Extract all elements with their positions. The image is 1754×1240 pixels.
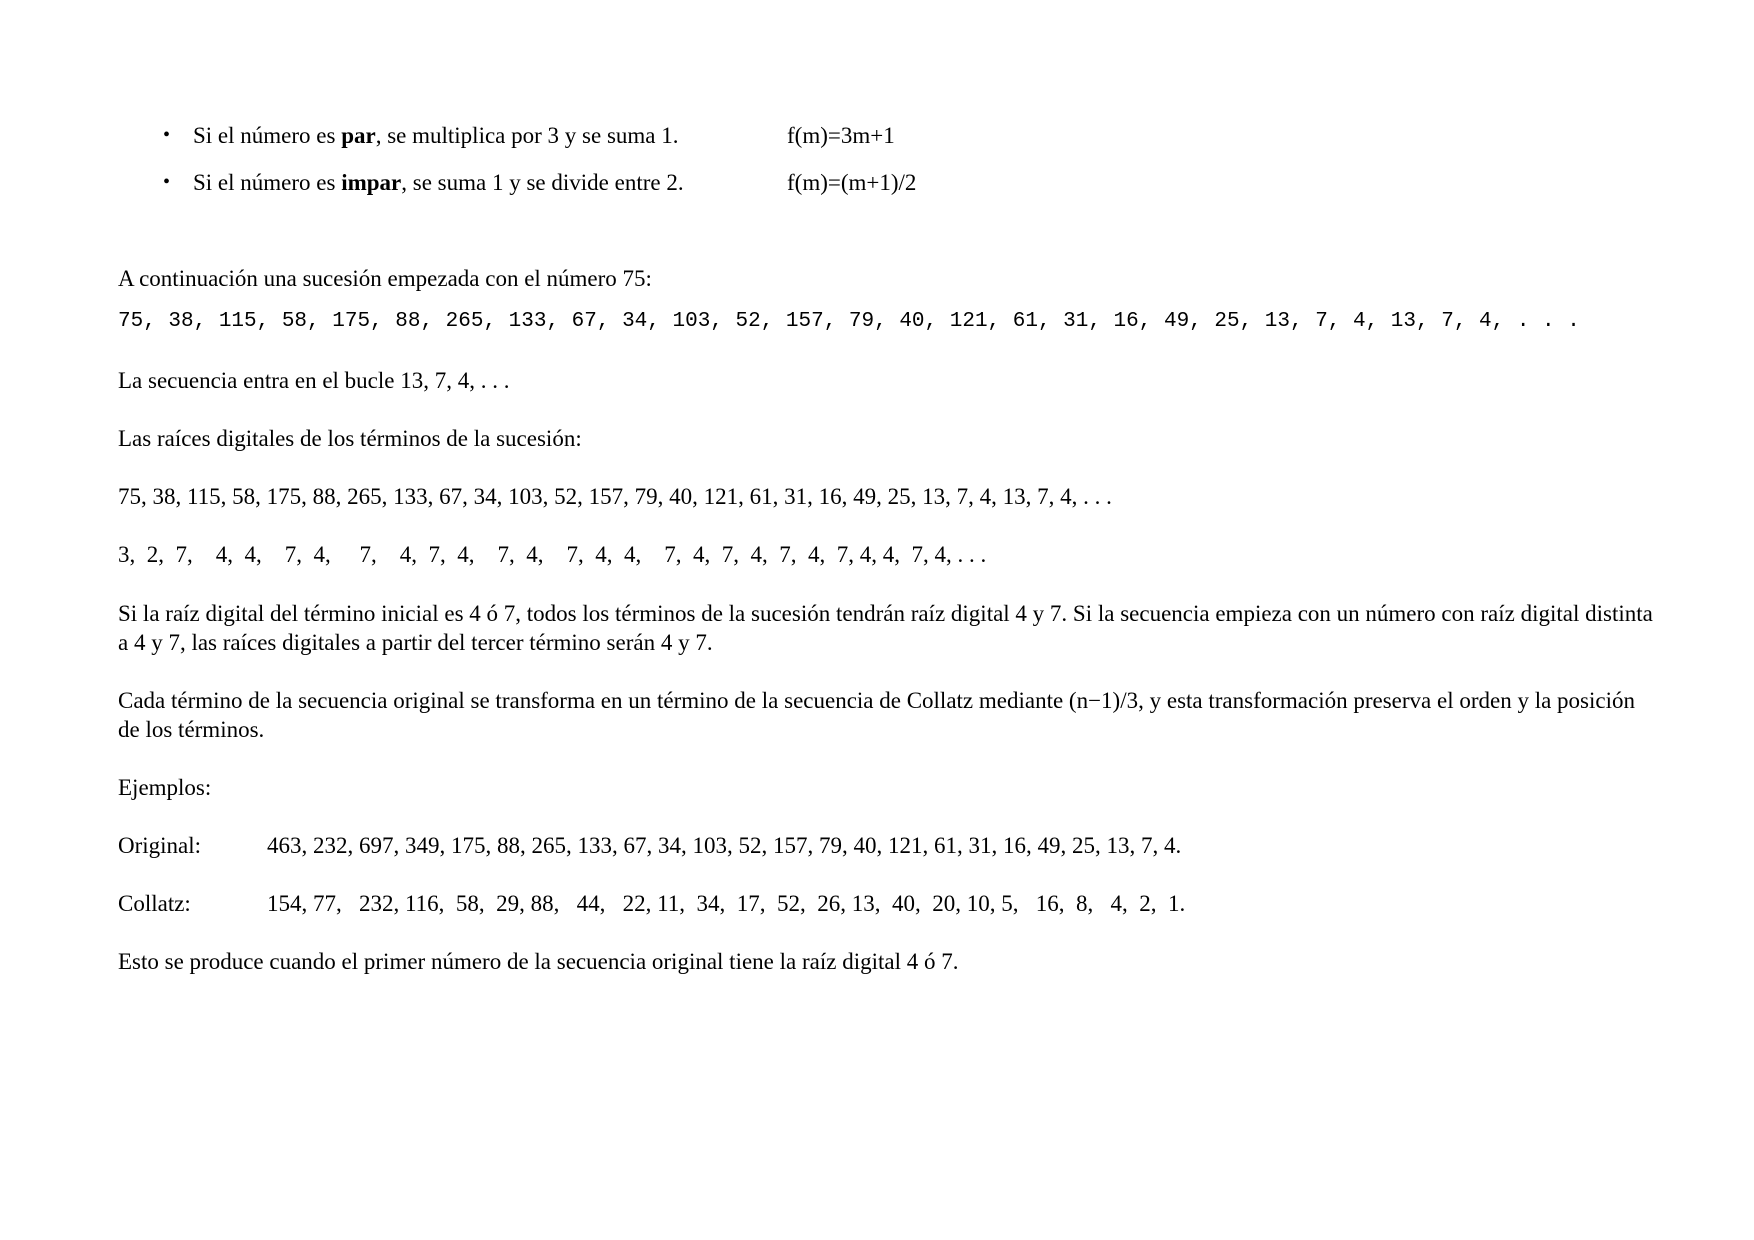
digital-roots-heading: Las raíces digitales de los términos de la sucesión: [118,426,582,451]
rule-odd-text [193,171,684,194]
rule-even-suffix: , se multiplica por 3 y se suma 1. [375,123,679,148]
rule-even-keyword: par [341,123,376,148]
paragraph-roots: Si la raíz digital del término inicial es 4 ó 7, todos los términos de la sucesión tendrán raíz digital 4 y 7. Si la secuencia empieza con un número con raíz digital distinta a 4 y 7, las raíces digitales a partir del tercer término serán 4 y 7. [118,601,1653,655]
example-collatz-label: Collatz: [118,891,191,916]
examples-heading: Ejemplos: [118,775,212,800]
example-collatz-values: 154, 77, 232, 116, 58, 29, 88, 44, 22, 11, 34, 17, 52, 26, 13, 40, 20, 10, 5, 16, 8, 4, 2, 1. [267,891,1186,916]
bullet-icon: • [163,124,171,146]
intro-text: A continuación una sucesión empezada con el número 75: [118,266,652,291]
rule-odd-suffix: , se suma 1 y se divide entre 2. [401,170,684,195]
rule-odd-formula: f(m)=(m+1)/2 [787,170,917,195]
digital-roots-row: 3, 2, 7, 4, 4, 7, 4, 7, 4, 7, 4, 7, 4, 7, 4, 4, 7, 4, 7, 4, 7, 4, 7, 4, 4, 7, 4, . . . [118,542,987,567]
rule-odd-keyword: impar [341,170,402,195]
sequence-terms: 75, 38, 115, 58, 175, 88, 265, 133, 67, 34, 103, 52, 157, 79, 40, 121, 61, 31, 16, 49, 25, 13, 7, 4, 13, 7, 4, . . . [118,484,1112,509]
example-original-values: 463, 232, 697, 349, 175, 88, 265, 133, 67, 34, 103, 52, 157, 79, 40, 121, 61, 31, 16, 49, 25, 13, 7, 4. [267,833,1182,858]
rule-even-text [193,124,679,147]
bullet-icon: • [163,171,171,193]
rule-even-formula: f(m)=3m+1 [787,123,895,148]
rule-odd-prefix: Si el número es [193,170,342,195]
sequence-75: 75, 38, 115, 58, 175, 88, 265, 133, 67, 34, 103, 52, 157, 79, 40, 121, 61, 31, 16, 49, 25, 13, 7, 4, 13, 7, 4, . . . [118,310,1580,333]
rule-even-prefix: Si el número es [193,123,342,148]
conclusion-text: Esto se produce cuando el primer número de la secuencia original tiene la raíz digital 4 ó 7. [118,949,959,974]
example-original-label: Original: [118,833,202,858]
paragraph-transform: Cada término de la secuencia original se transforma en un término de la secuencia de Collatz mediante (n−1)/3, y esta transformación preserva el orden y la posición de los términos. [118,688,1635,742]
loop-note: La secuencia entra en el bucle 13, 7, 4, . . . [118,368,510,393]
